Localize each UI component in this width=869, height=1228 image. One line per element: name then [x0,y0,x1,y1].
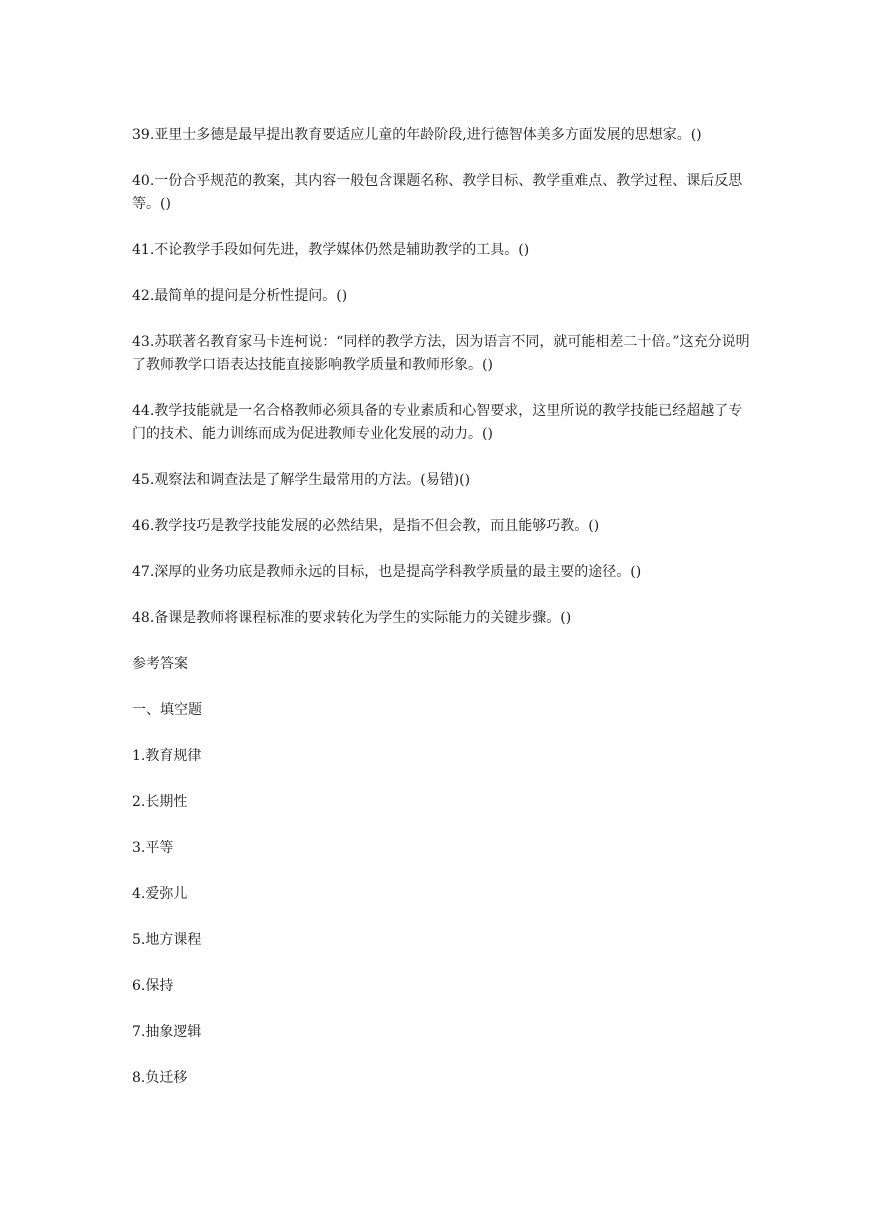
question-48: 48.备课是教师将课程标准的要求转化为学生的实际能力的关键步骤。() [132,610,572,626]
answer-8: 8.负迁移 [132,1070,188,1086]
question-47: 47.深厚的业务功底是教师永远的目标，也是提高学科教学质量的最主要的途径。() [132,564,642,580]
question-45: 45.观察法和调查法是了解学生最常用的方法。(易错)() [132,472,471,488]
answer-5: 5.地方课程 [132,932,202,948]
question-43: 43.苏联著名教育家马卡连柯说：“同样的教学方法，因为语言不同，就可能相差二十倍。”这充分说明了教师教学口语表达技能直接影响教学质量和教师形象。() [132,334,750,373]
section-heading-fill-in: 一、填空题 [132,702,202,718]
question-39: 39.亚里士多德是最早提出教育要适应儿童的年龄阶段,进行德智体美多方面发展的思想家。() [132,127,702,143]
question-41: 41.不论教学手段如何先进，教学媒体仍然是辅助教学的工具。() [132,242,530,258]
answers-heading: 参考答案 [132,656,188,672]
question-40: 40.一份合乎规范的教案，其内容一般包含课题名称、教学目标、教学重难点、教学过程、课后反思等。() [132,173,743,212]
question-42: 42.最简单的提问是分析性提问。() [132,288,348,304]
question-44: 44.教学技能就是一名合格教师必须具备的专业素质和心智要求，这里所说的教学技能已经超越了专门的技术、能力训练而成为促进教师专业化发展的动力。() [132,403,743,442]
answer-6: 6.保持 [132,978,174,994]
question-46: 46.教学技巧是教学技能发展的必然结果，是指不但会教，而且能够巧教。() [132,518,600,534]
answer-2: 2.长期性 [132,794,188,810]
answer-7: 7.抽象逻辑 [132,1024,202,1040]
answer-4: 4.爱弥儿 [132,886,188,902]
document-content [132,124,752,1113]
answer-3: 3.平等 [132,840,174,856]
answer-1: 1.教育规律 [132,748,202,764]
